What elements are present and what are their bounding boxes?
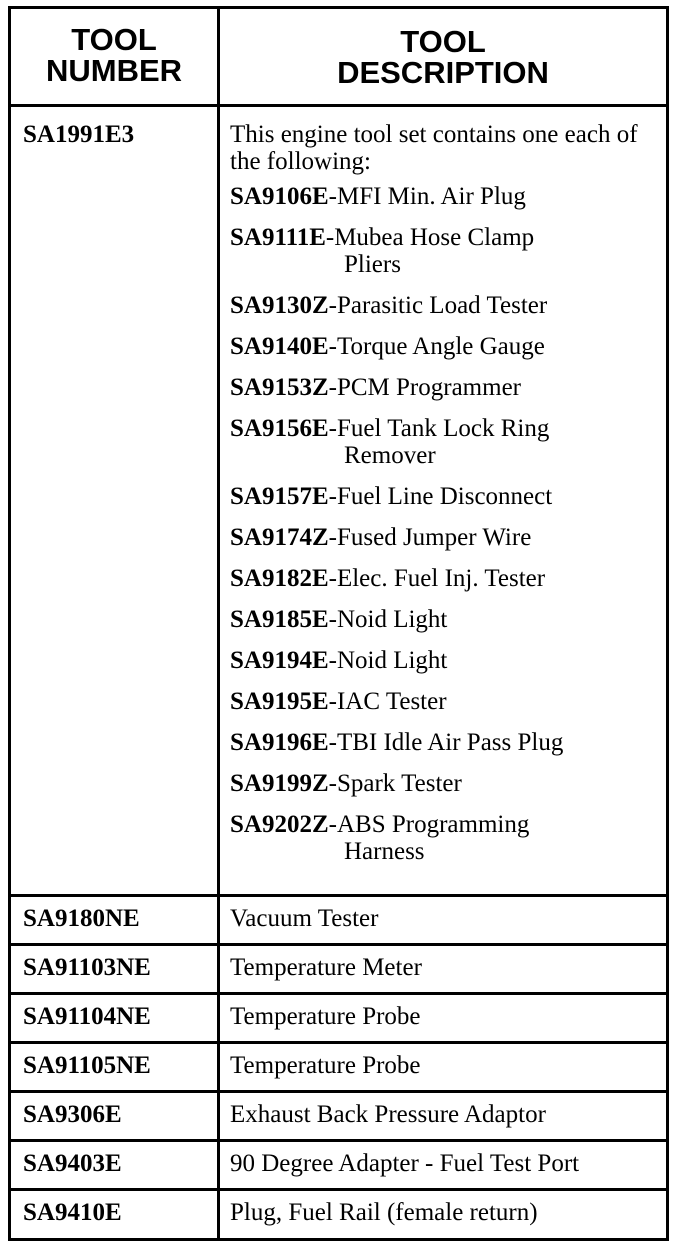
kit-item-description: -MFI Min. Air Plug [328,183,526,210]
kit-item-description: -ABS Programming [328,811,530,838]
table-row [11,1090,666,1139]
kit-item-description: -TBI Idle Air Pass Plug [328,729,564,756]
kit-item [230,183,666,210]
tool-table [8,6,669,1241]
tool-description-cell: 90 Degree Adapter - Fuel Test Port [230,1150,580,1177]
tool-description-header [220,9,666,104]
tool-number-cell: SA9410E [11,1191,220,1238]
kit-item-number: SA9157E [230,483,329,510]
kit-description [220,107,666,894]
kit-item [230,811,666,865]
kit-item-number: SA9106E [230,183,329,210]
kit-item-number: SA9153Z [230,374,329,401]
tool-description-cell: Temperature Probe [230,1052,421,1079]
tool-description-cell: Vacuum Tester [230,905,379,932]
kit-item [230,565,666,592]
kit-item-number: SA9202Z [230,811,329,838]
kit-item-description: -Torque Angle Gauge [328,333,545,360]
kit-item-number: SA9130Z [230,292,329,319]
tool-description-cell: Exhaust Back Pressure Adaptor [230,1101,546,1128]
kit-item [230,606,666,633]
kit-item [230,770,666,797]
kit-item-description: -Elec. Fuel Inj. Tester [328,565,546,592]
kit-number: SA1991E3 [11,107,220,894]
kit-item [230,688,666,715]
kit-item [230,415,666,469]
kit-item-description: -Fuel Tank Lock Ring [328,415,550,442]
kit-item-number: SA9196E [230,729,329,756]
table-row [11,943,666,992]
tool-number-header [11,9,220,104]
kit-item [230,374,666,401]
header-line: NUMBER [45,52,183,88]
kit-item-number: SA9185E [230,606,329,633]
header-line: DESCRIPTION [337,54,549,90]
table-body [11,894,666,1238]
kit-item-description: -Fused Jumper Wire [328,524,532,551]
kit-item-description-continued: Harness [344,838,425,865]
tool-number-cell: SA9180NE [11,897,220,943]
table-row [11,1188,666,1238]
kit-item [230,729,666,756]
tool-description-cell: Temperature Probe [230,1003,421,1030]
kit-item-list [230,183,666,865]
table-row [11,992,666,1041]
tool-number-cell: SA9306E [11,1093,220,1139]
kit-intro: This engine tool set contains one each of the following: [230,121,638,175]
kit-item-description-continued: Remover [344,442,436,469]
header-line: TOOL [400,23,486,59]
tool-number-cell: SA9403E [11,1142,220,1188]
table-row [11,1041,666,1090]
kit-item-description: -Mubea Hose Clamp [325,224,535,251]
kit-item-number: SA9111E [230,224,326,251]
tool-description-cell: Plug, Fuel Rail (female return) [230,1199,538,1226]
kit-item-number: SA9140E [230,333,329,360]
tool-number-cell: SA91105NE [11,1044,220,1090]
kit-item-description: -IAC Tester [328,688,447,715]
kit-item-description: -Spark Tester [328,770,462,797]
kit-item-number: SA9194E [230,647,329,674]
kit-item [230,647,666,674]
kit-item [230,483,666,510]
kit-item-number: SA9174Z [230,524,329,551]
header-line: TOOL [71,21,157,57]
kit-item-description: -Noid Light [328,606,448,633]
kit-item [230,333,666,360]
kit-item-description-continued: Pliers [344,251,401,278]
kit-item-number: SA9195E [230,688,329,715]
kit-item-number: SA9199Z [230,770,329,797]
kit-item [230,292,666,319]
table-row [11,894,666,943]
kit-item-description: -Fuel Line Disconnect [328,483,553,510]
table-row [11,1139,666,1188]
kit-item [230,224,666,278]
kit-item [230,524,666,551]
kit-item-description: -PCM Programmer [328,374,521,401]
tool-description-cell: Temperature Meter [230,954,422,981]
kit-item-description: -Noid Light [328,647,448,674]
kit-item-number: SA9182E [230,565,329,592]
table-header-row [11,9,666,104]
table-row-kit [11,104,666,894]
tool-number-cell: SA91103NE [11,946,220,992]
kit-item-description: -Parasitic Load Tester [328,292,548,319]
tool-number-cell: SA91104NE [11,995,220,1041]
kit-item-number: SA9156E [230,415,329,442]
